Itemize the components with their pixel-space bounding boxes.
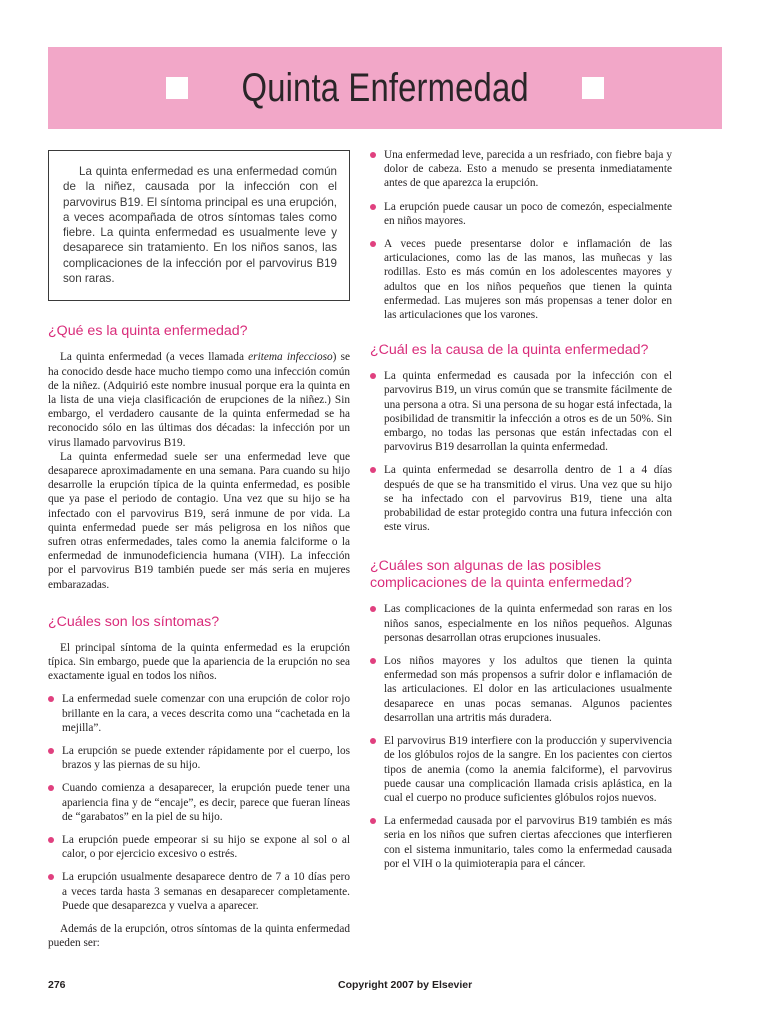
page-footer xyxy=(48,979,722,993)
list-item: La erupción puede empeorar si su hijo se expone al sol o al calor, o por ejercicio excesivo o estrés. xyxy=(48,833,350,861)
bullet-icon xyxy=(370,152,376,158)
section-heading-complications: ¿Cuáles son algunas de las posibles complicaciones de la quinta enfermedad? xyxy=(370,558,632,592)
list-item: La quinta enfermedad se desarrolla dentro de 1 a 4 días después de que se ha transmitido el virus. Una vez que su hijo se ha infectado con el parvovirus B19, tiene una alta probabilidad de estar protegido contra una futura infección con este virus. xyxy=(370,463,672,534)
symptom-list-continued xyxy=(370,148,672,322)
bullet-icon xyxy=(48,785,54,791)
list-item: La quinta enfermedad es causada por la infección con el parvovirus B19, un virus común que se transmite fácilmente de una persona a otra. Si una persona de su hogar está infectada, la posibilidad de transmitir la infección a otros es de un 50%. Sin embargo, no todas las personas que están infectadas con el parvovirus B19 desarrollan la quinta enfermedad. xyxy=(370,369,672,454)
summary-box xyxy=(48,150,350,301)
page-title: Quinta Enfermedad xyxy=(241,65,529,110)
paragraph: El principal síntoma de la quinta enfermedad es la erupción típica. Sin embargo, puede que la apariencia de la erupción no sea exactamente igual en todos los niños. xyxy=(48,641,350,683)
bullet-icon xyxy=(370,818,376,824)
list-item: La erupción usualmente desaparece dentro de 7 a 10 días pero a veces tarda hasta 3 semanas en desaparecer completamente. Puede que desaparezca y vuelva a aparecer. xyxy=(48,870,350,913)
list-item: El parvovirus B19 interfiere con la producción y supervivencia de los glóbulos rojos de la sangre. En los pacientes con ciertos tipos de anemia (como la anemia falciforme), el parvovirus puede causar una complicación llamada crisis aplástica, en la cual el cuerpo no produce suficientes glóbulos rojos nuevos. xyxy=(370,734,672,805)
paragraph-text: La quinta enfermedad (a veces llamada xyxy=(60,351,249,364)
bullet-icon xyxy=(370,241,376,247)
bullet-icon xyxy=(370,658,376,664)
section-heading-what-is: ¿Qué es la quinta enfermedad? xyxy=(48,323,248,340)
bullet-icon xyxy=(370,606,376,612)
copyright-notice: Copyright 2007 by Elsevier xyxy=(338,979,473,991)
bullet-icon xyxy=(48,874,54,880)
title-banner xyxy=(48,47,722,129)
list-item: La erupción puede causar un poco de comezón, especialmente en niños mayores. xyxy=(370,200,672,228)
list-item: La erupción se puede extender rápidamente por el cuerpo, los brazos y las piernas de su hijo. xyxy=(48,744,350,772)
paragraph-text: ) se ha conocido desde hace mucho tiempo como una infección común de la niñez. (Adquirió este nombre inusual porque era la quinta en la lista de una vieja clasificación de erupciones de la niñez.) Sin embargo, el verdadero causante de la quinta enfermedad se ha reconocido sólo en las últimas dos décadas: la infección por un virus llamado parvovirus B19. xyxy=(48,351,351,449)
right-column xyxy=(370,148,672,880)
section-heading-symptoms: ¿Cuáles son los síntomas? xyxy=(48,613,220,630)
cause-list xyxy=(370,369,672,534)
section-heading-cause: ¿Cuál es la causa de la quinta enfermedad? xyxy=(370,342,649,359)
list-item: Las complicaciones de la quinta enfermedad son raras en los niños sanos, especialmente en los niños pequeños. Algunas personas desarrollan otras erupciones inusuales. xyxy=(370,602,672,645)
list-item: Una enfermedad leve, parecida a un resfriado, con fiebre baja y dolor de cabeza. Esto a menudo se presenta inmediatamente antes de que aparezca la erupción. xyxy=(370,148,672,191)
paragraph: La quinta enfermedad suele ser una enfermedad leve que desaparece aproximadamente en una semana. Para cuando su hijo desarrolle la erupción típica de la quinta enfermedad, es posible que ya pase el periodo de contagio. Una vez que su hijo se ha infectado con el parvovirus B19, será inmune de por vida. La quinta enfermedad puede ser más peligrosa en los niños que sufren otras enfermedades, tales como la anemia falciforme o la enfermedad de inmunodeficiencia humana (VIH). La infección por el parvovirus B19 también puede ser más seria en mujeres embarazadas. xyxy=(48,450,350,591)
symptom-list xyxy=(48,692,350,913)
left-column xyxy=(48,148,350,950)
bullet-icon xyxy=(370,467,376,473)
page-number: 276 xyxy=(48,979,66,991)
bullet-icon xyxy=(370,204,376,210)
complications-list xyxy=(370,602,672,870)
list-item: Los niños mayores y los adultos que tienen la quinta enfermedad son más propensos a sufrir dolor e inflamación de las articulaciones. El dolor en las articulaciones usualmente desaparece en unas pocas semanas. Algunos pacientes desarrollan una artritis más duradera. xyxy=(370,654,672,725)
italic-term: eritema infeccioso xyxy=(248,351,333,364)
bullet-icon xyxy=(48,837,54,843)
list-item: La enfermedad causada por el parvovirus B19 también es más seria en los niños que sufren ciertas afecciones que interfieren con el sistema inmunitario, tales como la enfermedad causada por el VIH o la quimioterapia para el cáncer. xyxy=(370,814,672,871)
paragraph: Además de la erupción, otros síntomas de la quinta enfermedad pueden ser: xyxy=(48,923,350,950)
summary-text: La quinta enfermedad es una enfermedad común de la niñez, causada por la infección con el parvovirus B19. El síntoma principal es una erupción, a veces acompañada de otros síntomas tales como fiebre. La quinta enfermedad es usualmente leve y desaparece sin tratamiento. En los niños sanos, las complicaciones de la infección por el parvovirus B19 son raras. xyxy=(63,165,337,286)
list-item: La enfermedad suele comenzar con una erupción de color rojo brillante en la cara, a veces descrita como una “cachetada en la mejilla”. xyxy=(48,692,350,735)
bullet-icon xyxy=(370,738,376,744)
square-bullet-icon xyxy=(582,77,604,99)
bullet-icon xyxy=(48,748,54,754)
list-item: Cuando comienza a desaparecer, la erupción puede tener una apariencia fina y de “encaje”, es decir, parece que fueran líneas de “garabatos” en la piel de su hijo. xyxy=(48,781,350,824)
bullet-icon xyxy=(370,373,376,379)
paragraph xyxy=(48,350,350,449)
list-item: A veces puede presentarse dolor e inflamación de las articulaciones, como las de las manos, las muñecas y las rodillas. Esto es más común en los adolescentes mayores y adultos que en los niños pequeños que tienen la quinta enfermedad. Las mujeres son más propensas a tener dolor en las articulaciones que los varones. xyxy=(370,237,672,322)
square-bullet-icon xyxy=(166,77,188,99)
bullet-icon xyxy=(48,696,54,702)
